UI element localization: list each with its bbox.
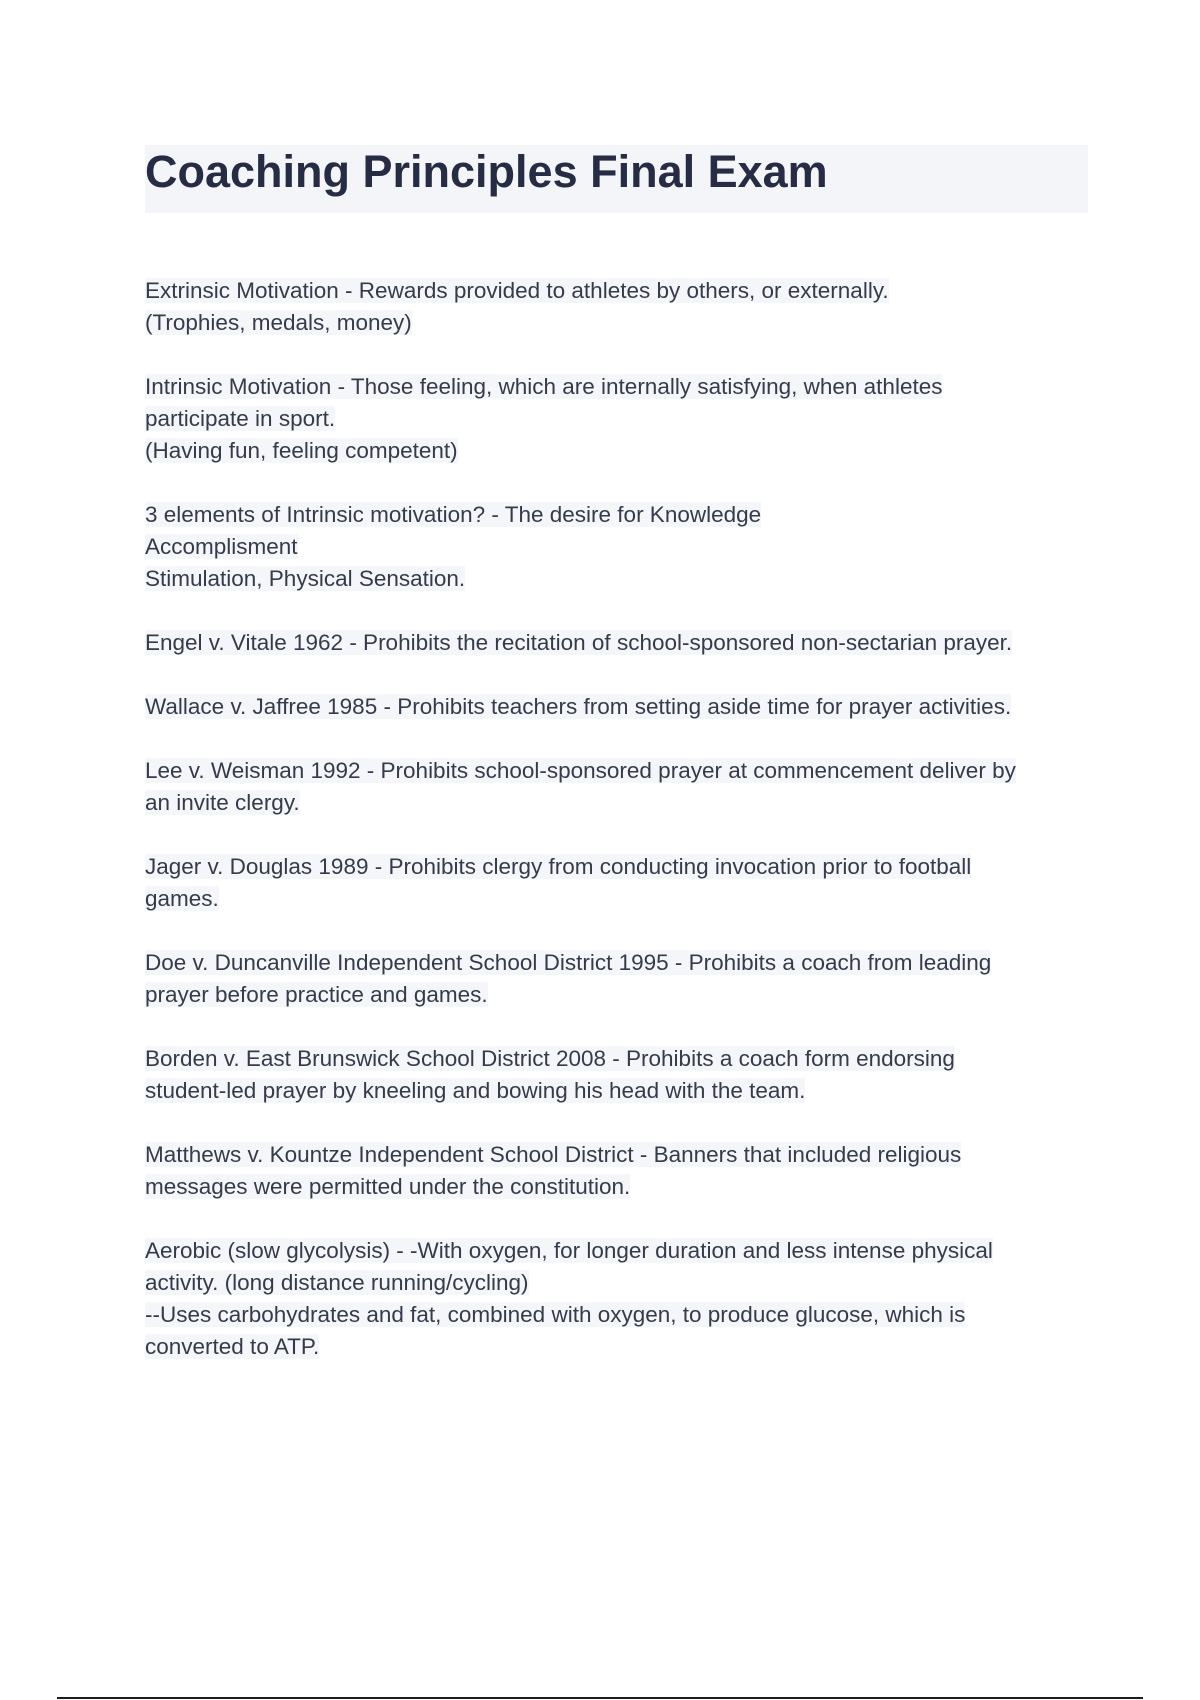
- entry-text: Stimulation, Physical Sensation.: [145, 566, 466, 591]
- flashcard-entry: [145, 1235, 1105, 1363]
- entry-text: games.: [145, 886, 219, 911]
- entry-text: student-led prayer by kneeling and bowing his head with the team.: [145, 1078, 806, 1103]
- flashcard-entry: [145, 691, 1105, 723]
- entry-line: [145, 563, 1105, 595]
- entry-line: [145, 1139, 1105, 1171]
- entry-line: [145, 755, 1105, 787]
- flashcard-entry: [145, 755, 1105, 819]
- entry-line: [145, 1235, 1105, 1267]
- entry-line: [145, 531, 1105, 563]
- entry-text: 3 elements of Intrinsic motivation? - The desire for Knowledge: [145, 502, 762, 527]
- entry-line: [145, 307, 1105, 339]
- flashcard-entry: [145, 371, 1105, 467]
- entry-text: Extrinsic Motivation - Rewards provided to athletes by others, or externally.: [145, 278, 889, 303]
- entry-text: Wallace v. Jaffree 1985 - Prohibits teachers from setting aside time for prayer activities.: [145, 694, 1012, 719]
- entry-text: Jager v. Douglas 1989 - Prohibits clergy from conducting invocation prior to football: [145, 854, 972, 879]
- flashcard-entry: [145, 1139, 1105, 1203]
- flashcard-entry: [145, 275, 1105, 339]
- flashcard-entry: [145, 851, 1105, 915]
- entry-text: (Having fun, feeling competent): [145, 438, 458, 463]
- entry-line: [145, 499, 1105, 531]
- entry-text: an invite clergy.: [145, 790, 300, 815]
- entry-text: Borden v. East Brunswick School District 2008 - Prohibits a coach form endorsing: [145, 1046, 955, 1071]
- entry-text: converted to ATP.: [145, 1334, 320, 1359]
- entry-line: [145, 1171, 1105, 1203]
- entry-text: Engel v. Vitale 1962 - Prohibits the recitation of school-sponsored non-sectarian prayer.: [145, 630, 1013, 655]
- entry-text: activity. (long distance running/cycling): [145, 1270, 529, 1295]
- entry-line: [145, 1043, 1105, 1075]
- entry-line: [145, 371, 1105, 403]
- entry-line: [145, 403, 1105, 435]
- entry-text: Accomplisment: [145, 534, 298, 559]
- entry-text: participate in sport.: [145, 406, 336, 431]
- entry-text: --Uses carbohydrates and fat, combined with oxygen, to produce glucose, which is: [145, 1302, 966, 1327]
- entry-line: [145, 435, 1105, 467]
- entry-text: messages were permitted under the constitution.: [145, 1174, 631, 1199]
- flashcard-entry: [145, 1043, 1105, 1107]
- flashcard-entry: [145, 947, 1105, 1011]
- entry-line: [145, 883, 1105, 915]
- entry-line: [145, 979, 1105, 1011]
- entry-line: [145, 1299, 1105, 1331]
- entry-line: [145, 1331, 1105, 1363]
- entry-text: prayer before practice and games.: [145, 982, 488, 1007]
- entry-text: (Trophies, medals, money): [145, 310, 412, 335]
- entry-text: Intrinsic Motivation - Those feeling, which are internally satisfying, when athletes: [145, 374, 943, 399]
- entry-text: Aerobic (slow glycolysis) - -With oxygen, for longer duration and less intense physical: [145, 1238, 993, 1263]
- entry-line: [145, 1075, 1105, 1107]
- entry-line: [145, 851, 1105, 883]
- entry-line: [145, 691, 1105, 723]
- footer-divider: [57, 1697, 1143, 1699]
- entry-text: Doe v. Duncanville Independent School District 1995 - Prohibits a coach from leading: [145, 950, 992, 975]
- entry-line: [145, 947, 1105, 979]
- entry-text: Matthews v. Kountze Independent School District - Banners that included religious: [145, 1142, 962, 1167]
- flashcard-entry: [145, 499, 1105, 595]
- page-title: Coaching Principles Final Exam: [145, 146, 828, 197]
- entry-line: [145, 627, 1105, 659]
- entry-line: [145, 275, 1105, 307]
- entry-line: [145, 787, 1105, 819]
- entry-line: [145, 1267, 1105, 1299]
- flashcard-list: [145, 275, 1105, 1395]
- entry-text: Lee v. Weisman 1992 - Prohibits school-sponsored prayer at commencement deliver by: [145, 758, 1016, 783]
- flashcard-entry: [145, 627, 1105, 659]
